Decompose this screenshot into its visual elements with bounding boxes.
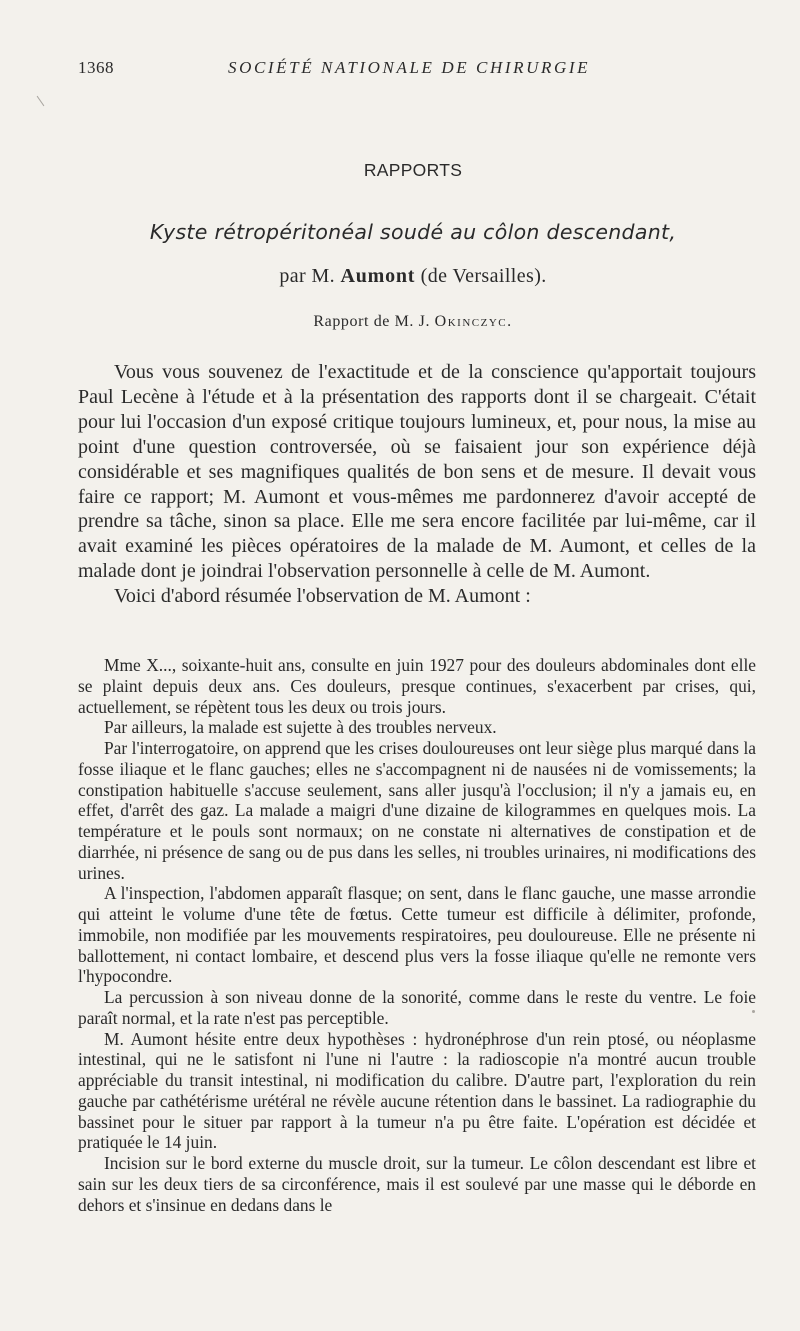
observation-paragraph: Par l'interrogatoire, on apprend que les crises douloureuses ont leur siège plus marqué dans la fosse iliaque et le flanc gauches; elles ne s'accompagnent ni de nausées ni de vomissements; la constipation habituelle s'accuse seulement, sans aller jusqu'à l'occlusion; il n'y a jamais eu, en effet, d'arrêt des gaz. La malade a maigri d'une dizaine de kilogrammes en quelques mois. La température et le pouls sont normaux; on ne constate ni alternatives de constipation et de diarrhée, ni présence de sang ou de pus dans les selles, ni troubles urinaires, ni modifications des urines. (78, 738, 756, 883)
byline (0, 265, 800, 288)
intro-text (78, 360, 756, 609)
author-name: Aumont (340, 265, 416, 287)
observation-paragraph: Mme X..., soixante-huit ans, consulte en juin 1927 pour des douleurs abdominales dont elle se plaint depuis deux ans. Ces douleurs, presque continues, s'exacerbent par crises, qui, actuellement, se répètent tous les deux ou trois jours. (78, 655, 756, 717)
running-head (78, 58, 758, 82)
observation-paragraph: La percussion à son niveau donne de la sonorité, comme dans le reste du ventre. Le foie paraît normal, et la rate n'est pas perceptible. (78, 987, 756, 1028)
intro-paragraph: Voici d'abord résumée l'observation de M. Aumont : (114, 585, 531, 608)
page-number: 1368 (78, 58, 114, 77)
byline-prefix: par M. (279, 265, 336, 287)
report-prefix: Rapport de M. J. (313, 313, 431, 330)
observation-text (78, 655, 756, 1215)
observation-paragraph: Par ailleurs, la malade est sujette à des troubles nerveux. (104, 717, 497, 738)
observation-paragraph: A l'inspection, l'abdomen apparaît flasque; on sent, dans le flanc gauche, une masse arrondie qui atteint le volume d'une tête de fœtus. Cette tumeur est difficile à délimiter, profonde, immobile, non modifiée par les mouvements respiratoires, peu douloureuse. Elle ne présente ni ballottement, ni contact lombaire, et descend plus vers la fosse iliaque qu'elle ne remonte vers l'hypocondre. (78, 883, 756, 987)
intro-paragraph: Vous vous souvenez de l'exactitude et de la conscience qu'apportait toujours Paul Lecène à l'étude et à la présentation des rapports dont il se chargeait. C'était pour lui l'occasion d'un exposé critique toujours lumineux, et, pour nous, la mise au point d'une question controversée, où se faisaient jour son expérience déjà considérable et ses magnifiques qualités de bon sens et de mesure. Il devait vous faire ce rapport; M. Aumont et vous-mêmes me pardonnerez d'avoir accepté de prendre sa tâche, sinon sa place. Elle me sera encore facilitée par lui-même, car il avait examiné les pièces opératoires de la malade de M. Aumont, et celles de la malade dont je joindrai l'observation personnelle à celle de M. Aumont. (78, 361, 756, 583)
scan-mark (37, 96, 45, 106)
observation-paragraph: Incision sur le bord externe du muscle droit, sur la tumeur. Le côlon descendant est libre et sain sur les deux tiers de sa circonférence, mais il est soulevé par une masse qui le déborde en dehors et s'insinue en dedans dans le (78, 1153, 756, 1215)
article-title: Kyste rétropéritonéal soudé au côlon descendant, (149, 220, 677, 244)
observation-paragraph: M. Aumont hésite entre deux hypothèses : hydronéphrose d'un rein ptosé, ou néoplasme intestinal, qui ne le satisfont ni l'une ni l'autre : la radioscopie n'a montré aucun trouble appréciable du transit intestinal, ni modification du calibre. D'autre part, l'exploration du rein gauche par cathétérisme urétéral ne révèle aucune rétention dans le bassinet. La radiographie du bassinet pour le situer par rapport à la tumeur n'a pu être faite. L'opération est décidée et pratiquée le 14 juin. (78, 1028, 756, 1153)
section-heading: RAPPORTS (363, 160, 463, 180)
report-line (0, 313, 800, 331)
journal-title: SOCIÉTÉ NATIONALE DE CHIRURGIE (228, 58, 591, 77)
byline-suffix: (de Versailles). (420, 265, 547, 287)
report-author: Okinczyc. (434, 313, 513, 330)
